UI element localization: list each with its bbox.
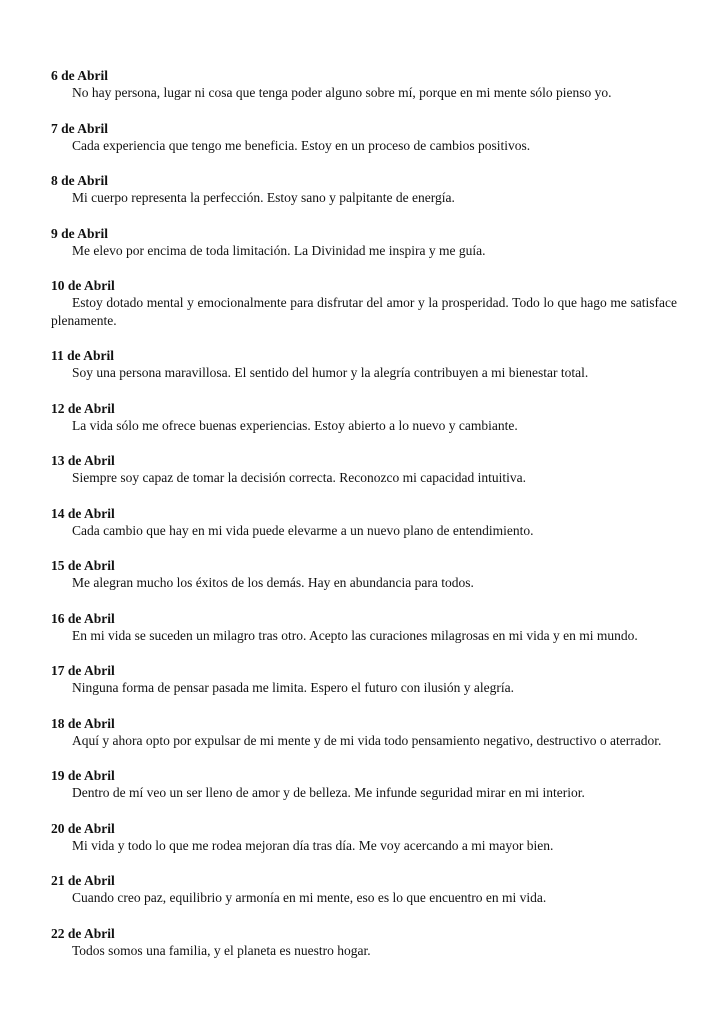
entry-date: 22 de Abril [51, 925, 115, 941]
entry-date: 10 de Abril [51, 278, 115, 293]
entry-date: 20 de Abril [51, 820, 115, 836]
entry-date: 16 de Abril [51, 610, 115, 626]
entry-april-10 [51, 278, 677, 329]
entry-date: 14 de Abril [51, 505, 115, 521]
entry-text: No hay persona, lugar ni cosa que tenga poder alguno sobre mí, porque en mi mente sólo pienso yo. [72, 85, 612, 100]
entry-text: Todos somos una familia, y el planeta es nuestro hogar. [72, 942, 371, 958]
entry-text: Siempre soy capaz de tomar la decisión correcta. Reconozco mi capacidad intuitiva. [72, 470, 526, 485]
entry-text: La vida sólo me ofrece buenas experiencias. Estoy abierto a lo nuevo y cambiante. [72, 417, 518, 433]
entry-text: Aquí y ahora opto por expulsar de mi mente y de mi vida todo pensamiento negativo, destructivo o aterrador. [72, 732, 662, 748]
entry-text: Mi cuerpo representa la perfección. Estoy sano y palpitante de energía. [72, 190, 455, 205]
entry-text: Dentro de mí veo un ser lleno de amor y de belleza. Me infunde seguridad mirar en mi interior. [72, 785, 585, 800]
entry-date: 19 de Abril [51, 768, 115, 783]
entry-april-13 [51, 453, 677, 487]
entry-date: 7 de Abril [51, 120, 109, 136]
entry-april-19 [51, 768, 677, 802]
entry-date: 13 de Abril [51, 453, 115, 468]
entry-date: 18 de Abril [51, 715, 115, 731]
entry-april-18 [51, 716, 677, 750]
entry-date: 17 de Abril [51, 663, 115, 678]
entry-date: 11 de Abril [51, 348, 115, 363]
entry-april-17 [51, 663, 677, 697]
entry-text: Cada experiencia que tengo me beneficia. Estoy en un proceso de cambios positivos. [72, 137, 531, 153]
entry-april-22 [51, 926, 677, 960]
entry-text: Cada cambio que hay en mi vida puede elevarme a un nuevo plano de entendimiento. [72, 522, 534, 538]
entry-text: Me alegran mucho los éxitos de los demás. Hay en abundancia para todos. [72, 575, 474, 590]
entry-april-15 [51, 558, 677, 592]
entry-text: Ninguna forma de pensar pasada me limita. Espero el futuro con ilusión y alegría. [72, 680, 514, 695]
entry-text: Cuando creo paz, equilibrio y armonía en mi mente, eso es lo que encuentro en mi vida. [72, 890, 547, 905]
entry-april-14 [51, 506, 677, 540]
entry-april-21 [51, 873, 677, 907]
entry-april-16 [51, 611, 677, 645]
entry-text: Estoy dotado mental y emocionalmente para disfrutar del amor y la prosperidad. Todo lo que hago me satisface plenamente. [51, 295, 677, 328]
entry-date: 12 de Abril [51, 400, 115, 416]
document-page [51, 68, 677, 978]
entry-april-7 [51, 121, 677, 155]
entry-text: Mi vida y todo lo que me rodea mejoran día tras día. Me voy acercando a mi mayor bien. [72, 837, 554, 853]
entry-date: 21 de Abril [51, 873, 115, 888]
entry-april-9 [51, 226, 677, 260]
entry-text: Soy una persona maravillosa. El sentido del humor y la alegría contribuyen a mi bienestar total. [72, 365, 589, 380]
entry-date: 9 de Abril [51, 225, 109, 241]
entry-date: 6 de Abril [51, 68, 109, 83]
entry-april-6 [51, 68, 677, 102]
entry-april-12 [51, 401, 677, 435]
entry-text: Me elevo por encima de toda limitación. La Divinidad me inspira y me guía. [72, 242, 486, 258]
entry-april-20 [51, 821, 677, 855]
entry-date: 8 de Abril [51, 173, 109, 188]
entry-april-8 [51, 173, 677, 207]
entry-text: En mi vida se suceden un milagro tras otro. Acepto las curaciones milagrosas en mi vida y en mi mundo. [72, 627, 638, 643]
entry-date: 15 de Abril [51, 558, 115, 573]
entry-april-11 [51, 348, 677, 382]
